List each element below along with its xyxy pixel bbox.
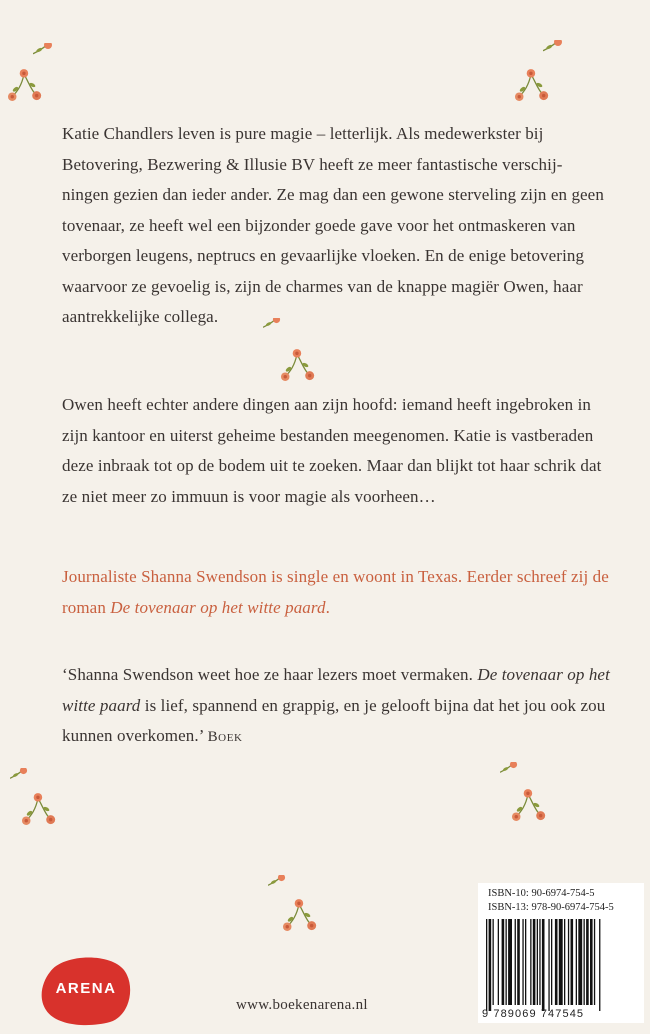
- isbn-10: ISBN-10: 90-6974-754-5: [488, 888, 595, 899]
- barcode-bar: [537, 919, 538, 1005]
- barcode-bar: [515, 919, 516, 1005]
- barcode-bar: [533, 919, 536, 1005]
- barcode-bar: [489, 919, 492, 1011]
- barcode-panel: [478, 883, 644, 1023]
- book-title: De tovenaar op het: [477, 665, 610, 684]
- flower-decoration-icon: [283, 898, 317, 932]
- text-line: [62, 593, 622, 624]
- text-span: is lief, spannend en grappig, en je gelooft bijna dat het jou ook zou: [140, 695, 606, 715]
- barcode-bar: [568, 919, 569, 1005]
- text-span: .: [325, 597, 330, 617]
- text-line: deze inbraak tot op de bodem uit te zoeken. Maar dan blijkt tot haar schrik dat: [62, 456, 602, 475]
- barcode-bar: [498, 919, 499, 1005]
- flower-decoration-icon: [512, 788, 546, 822]
- flower-decoration-icon: [543, 40, 563, 54]
- text-span: kunnen overkomen.’: [62, 726, 208, 745]
- barcode-bar: [530, 919, 531, 1005]
- barcode-bar: [522, 919, 523, 1005]
- barcode-bar: [506, 919, 507, 1005]
- barcode-bar: [571, 919, 574, 1005]
- flower-decoration-icon: [515, 68, 549, 102]
- barcode-bar: [584, 919, 585, 1005]
- book-title: De tovenaar op het witte paard: [110, 597, 326, 617]
- flower-decoration-icon: [8, 68, 42, 102]
- logo-text: ARENA: [55, 980, 117, 997]
- barcode-bar: [586, 919, 589, 1005]
- barcode-bar: [576, 919, 577, 1005]
- barcode-bar: [594, 919, 595, 1005]
- barcode-bar: [559, 919, 563, 1005]
- text-line: zijn kantoor en uiterst geheime bestanden meegenomen. Katie is vastberaden: [62, 425, 594, 445]
- barcode-bar: [590, 919, 593, 1005]
- flower-decoration-icon: [281, 348, 315, 382]
- flower-decoration-icon: [500, 762, 518, 776]
- text-line: Katie Chandlers leven is pure magie – letterlijk. Als medewerkster bij: [62, 124, 544, 143]
- barcode-bar: [542, 919, 545, 1011]
- author-bio: [62, 562, 622, 623]
- barcode-bar: [508, 919, 512, 1005]
- barcode-bar: [555, 919, 558, 1005]
- publisher-logo: [40, 950, 132, 1026]
- text-line: [62, 691, 622, 722]
- text-line: Journaliste Shanna Swendson is single en woont in Texas. Eerder schreef zij de: [62, 567, 609, 586]
- barcode-bar: [525, 919, 526, 1005]
- text-line: [62, 721, 622, 753]
- review-source: Boek: [207, 729, 243, 745]
- barcode-bar: [578, 919, 582, 1005]
- text-line: ningen gezien dan ieder ander. Ze mag dan een gewone sterveling zijn en geen: [62, 185, 604, 204]
- flower-decoration-icon: [22, 792, 56, 826]
- flower-decoration-icon: [10, 768, 28, 782]
- book-title: witte paard: [62, 695, 141, 715]
- text-line: verborgen leugens, neptrucs en gevaarlijke vloeken. En de enige betovering: [62, 246, 585, 265]
- barcode-bar: [486, 919, 487, 1011]
- text-line: tovenaar, ze heeft wel een bijzonder goede gave voor het ontmaskeren van: [62, 215, 576, 235]
- barcode-bar: [551, 919, 552, 1005]
- barcode-bar: [564, 919, 565, 1005]
- text-span: roman: [62, 597, 111, 617]
- text-line: Owen heeft echter andere dingen aan zijn hoofd: iemand heeft ingebroken in: [62, 395, 591, 414]
- flower-decoration-icon: [33, 43, 53, 57]
- barcode-bar: [548, 919, 549, 1011]
- text-span: ‘Shanna Swendson weet hoe ze haar lezers moet vermaken.: [62, 665, 478, 684]
- isbn-13: ISBN-13: 978-90-6974-754-5: [488, 902, 614, 913]
- flower-decoration-icon: [268, 875, 286, 889]
- text-line: Betovering, Bezwering & Illusie BV heeft ze meer fantastische verschij-: [62, 154, 563, 174]
- barcode-bar: [599, 919, 600, 1011]
- publisher-url[interactable]: www.boekenarena.nl: [236, 997, 368, 1013]
- blurb-paragraph-1: [62, 119, 622, 333]
- barcode-bar: [493, 919, 494, 1005]
- barcode: [484, 919, 638, 1011]
- text-line: aantrekkelijke collega.: [62, 307, 219, 326]
- barcode-bar: [502, 919, 505, 1005]
- barcode-bar: [517, 919, 520, 1005]
- barcode-bar: [539, 919, 540, 1005]
- blurb-paragraph-2: [62, 390, 622, 512]
- barcode-digits: 9 789069 747545: [482, 1008, 585, 1020]
- review-quote: [62, 660, 622, 753]
- text-line: waarvoor ze gevoelig is, zijn de charmes van de knappe magiër Owen, haar: [62, 276, 583, 296]
- text-line: [62, 660, 622, 691]
- text-line: ze niet meer zo immuun is voor magie als voorheen…: [62, 486, 436, 506]
